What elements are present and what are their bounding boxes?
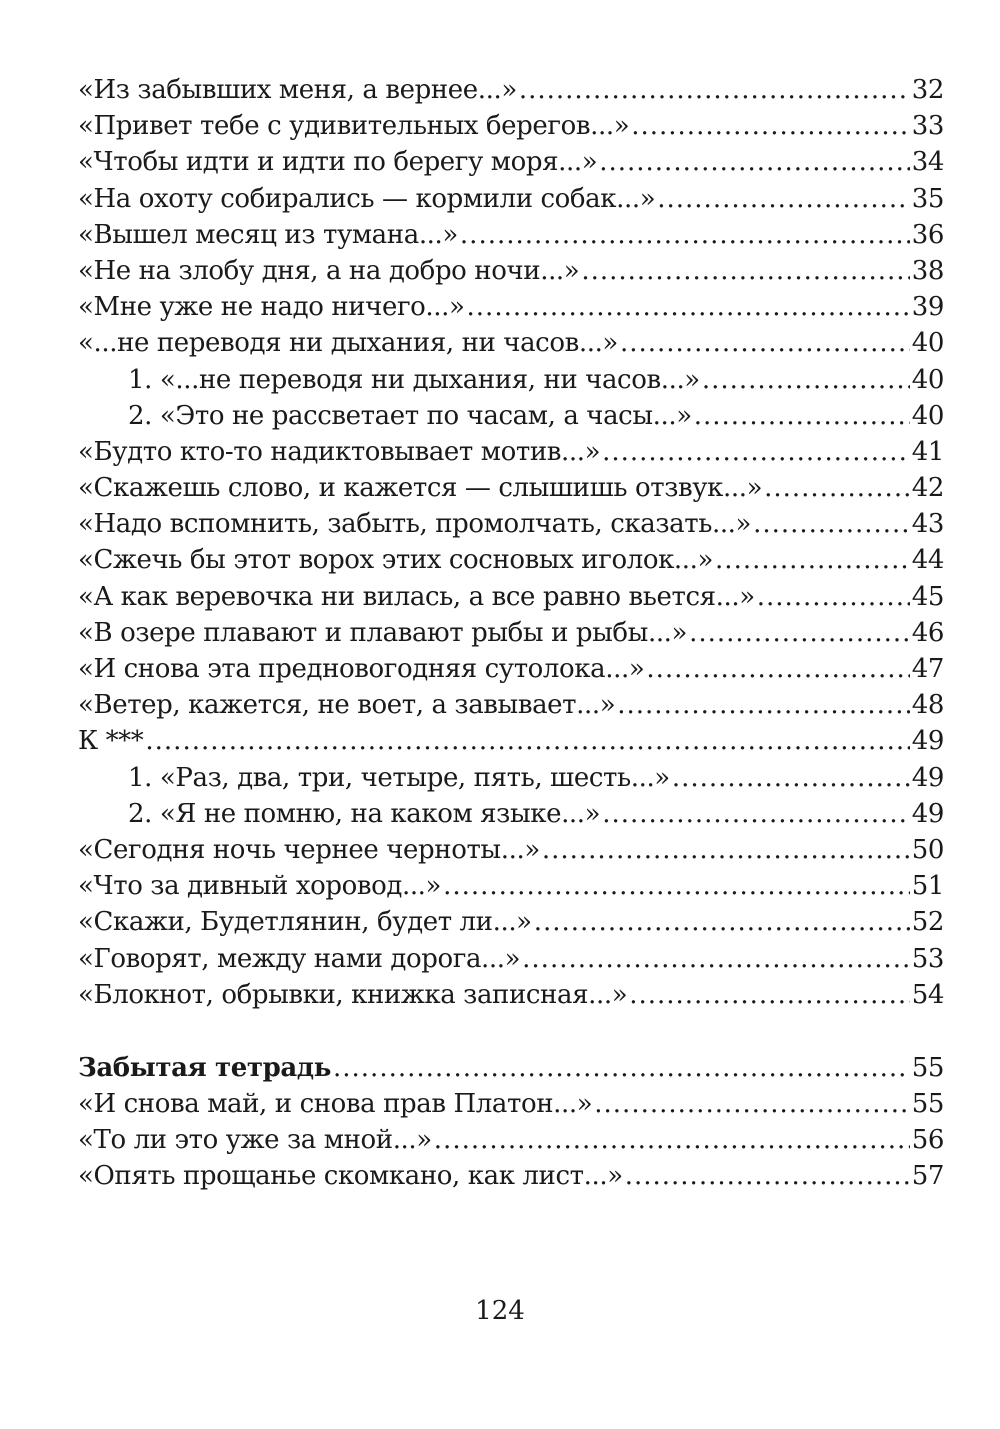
toc-entry-title: «Не на злобу дня, а на добро ночи...» — [78, 255, 580, 286]
leader-dots — [602, 434, 910, 470]
toc-entry-title: «Мне уже не надо ничего...» — [78, 292, 465, 323]
toc-entry-page: 40 — [911, 400, 944, 431]
toc-subentry — [78, 362, 944, 398]
leader-dots — [757, 579, 910, 615]
toc-entry-title: «Чтобы идти и идти по берегу моря...» — [78, 147, 598, 178]
toc-entry-page: 34 — [911, 147, 944, 178]
toc-entry-title: «В озере плавают и плавают рыбы и рыбы...» — [78, 617, 688, 648]
leader-dots — [599, 144, 910, 180]
toc-entry — [78, 108, 944, 144]
toc-entry — [78, 506, 944, 542]
toc-entry — [78, 72, 944, 108]
toc-entry-page: 38 — [911, 255, 944, 286]
leader-dots — [631, 108, 909, 144]
leader-dots — [646, 651, 909, 687]
toc-entry-page: 44 — [911, 545, 944, 576]
page-number: 124 — [475, 1296, 525, 1326]
toc-entry — [78, 651, 944, 687]
toc-entry-page: 39 — [911, 292, 944, 323]
leader-dots — [534, 904, 910, 940]
leader-dots — [522, 941, 910, 977]
toc-entry — [78, 941, 944, 977]
leader-dots — [694, 398, 910, 434]
toc-entry-title: «Что за дивный хоровод...» — [78, 871, 442, 902]
toc-entry-title: «И снова эта предновогодняя сутолока...» — [78, 654, 645, 684]
toc-entry-page: 56 — [911, 1125, 944, 1156]
toc-entry — [78, 144, 944, 180]
toc-entry-page: 49 — [911, 798, 944, 829]
toc-entry-page: 57 — [911, 1161, 944, 1192]
toc-entry-page: 55 — [911, 1089, 944, 1120]
toc-entry — [78, 723, 944, 759]
toc-subentry — [78, 760, 944, 796]
leader-dots — [434, 1122, 910, 1158]
leader-dots — [702, 362, 910, 398]
leader-dots — [657, 181, 909, 217]
leader-dots — [672, 760, 910, 796]
toc-entry-title: К *** — [78, 726, 144, 757]
leader-dots — [715, 542, 910, 578]
toc-entry — [78, 615, 944, 651]
leader-dots — [519, 72, 910, 108]
toc-entry-page: 45 — [911, 581, 944, 612]
toc-entry-title: «Сжечь бы этот ворох этих сосновых иголок...» — [78, 545, 714, 576]
toc-entry-title: «Скажи, Будетлянин, будет ли...» — [78, 907, 532, 938]
toc-entry — [78, 687, 944, 723]
toc-entry-page: 54 — [911, 979, 944, 1010]
toc-entry-title: «Привет тебе с удивительных берегов...» — [78, 111, 630, 142]
toc-entry-title: 2. «Это не рассветает по часам, а часы...» — [128, 400, 692, 431]
toc-entry — [78, 470, 944, 506]
toc-entry-title: «На охоту собирались — кормили собак...» — [78, 183, 656, 214]
toc-entry-title: 1. «...не переводя ни дыхания, ни часов...» — [128, 364, 700, 395]
toc-entry-title: «Ветер, кажется, не воет, а завывает...» — [78, 690, 616, 721]
toc-entry-page: 42 — [911, 473, 944, 504]
leader-dots — [602, 796, 910, 832]
toc-entry — [78, 1086, 944, 1122]
toc-section-title: Забытая тетрадь — [78, 1052, 331, 1083]
toc-entry — [78, 434, 944, 470]
leader-dots — [581, 253, 909, 289]
toc-entry — [78, 325, 944, 361]
toc-section-heading — [78, 1050, 944, 1086]
leader-dots — [333, 1050, 910, 1086]
toc-entry-title: «Говорят, между нами дорога...» — [78, 943, 521, 974]
toc-entry — [78, 253, 944, 289]
toc-entry-page: 46 — [911, 617, 944, 648]
toc-entry — [78, 1122, 944, 1158]
toc-entry — [78, 289, 944, 325]
leader-dots — [620, 325, 910, 361]
toc-entry-title: «...не переводя ни дыхания, ни часов...» — [78, 328, 618, 359]
toc-entry-page: 47 — [911, 654, 944, 684]
toc-entry-page: 40 — [911, 364, 944, 395]
toc-subentry — [78, 398, 944, 434]
toc-entry-title: 1. «Раз, два, три, четыре, пять, шесть...» — [128, 762, 670, 793]
toc-entry-title: «То ли это уже за мной...» — [78, 1125, 432, 1156]
toc-entry-title: «И снова май, и снова прав Платон...» — [78, 1089, 593, 1120]
toc-entry-title: «Сегодня ночь чернее черноты...» — [78, 834, 540, 865]
toc-entry — [78, 579, 944, 615]
toc-entry-title: «Из забывших меня, а вернее...» — [78, 75, 517, 105]
toc-entry-page: 43 — [911, 509, 944, 540]
toc-entry-title: 2. «Я не помню, на каком языке...» — [128, 798, 601, 829]
toc-entry-page: 55 — [911, 1052, 944, 1083]
toc-entry-title: «Будто кто-то надиктовывает мотив...» — [78, 436, 601, 467]
leader-dots — [443, 868, 910, 904]
toc-entry-page: 50 — [911, 834, 944, 865]
leader-dots — [594, 1086, 909, 1122]
toc-entry-page: 40 — [911, 328, 944, 359]
toc-entry-page: 52 — [911, 907, 944, 938]
toc-entry — [78, 1158, 944, 1194]
toc-entry — [78, 542, 944, 578]
toc-entry-page: 41 — [911, 436, 944, 467]
leader-dots — [625, 1158, 910, 1194]
toc-entry-title: «Скажешь слово, и кажется — слышишь отзвук...» — [78, 473, 763, 504]
toc-entry — [78, 904, 944, 940]
toc-entry-title: «Блокнот, обрывки, книжка записная...» — [78, 979, 628, 1010]
toc-entry-page: 35 — [911, 183, 944, 214]
leader-dots — [764, 470, 910, 506]
table-of-contents — [78, 72, 944, 1195]
section-gap — [78, 1013, 944, 1050]
toc-entry-page: 48 — [911, 690, 944, 721]
toc-subentry — [78, 796, 944, 832]
toc-entry-title: «Вышел месяц из тумана...» — [78, 219, 458, 250]
toc-entry — [78, 181, 944, 217]
toc-entry — [78, 977, 944, 1013]
toc-entry-page: 51 — [911, 871, 944, 902]
toc-entry — [78, 217, 944, 253]
toc-entry-page: 36 — [911, 219, 944, 250]
toc-entry-title: «Надо вспомнить, забыть, промолчать, сказать...» — [78, 509, 752, 540]
toc-entry-page: 32 — [911, 75, 944, 105]
leader-dots — [753, 506, 910, 542]
leader-dots — [617, 687, 909, 723]
leader-dots — [460, 217, 910, 253]
leader-dots — [689, 615, 910, 651]
toc-entry-page: 49 — [911, 726, 944, 757]
leader-dots — [145, 723, 909, 759]
toc-entry — [78, 832, 944, 868]
toc-entry-page: 53 — [911, 943, 944, 974]
toc-entry-page: 33 — [911, 111, 944, 142]
toc-entry — [78, 868, 944, 904]
toc-entry-title: «Опять прощанье скомкано, как лист...» — [78, 1161, 623, 1192]
leader-dots — [467, 289, 910, 325]
toc-entry-title: «А как веревочка ни вилась, а все равно вьется...» — [78, 581, 755, 612]
leader-dots — [542, 832, 910, 868]
toc-entry-page: 49 — [911, 762, 944, 793]
leader-dots — [629, 977, 910, 1013]
